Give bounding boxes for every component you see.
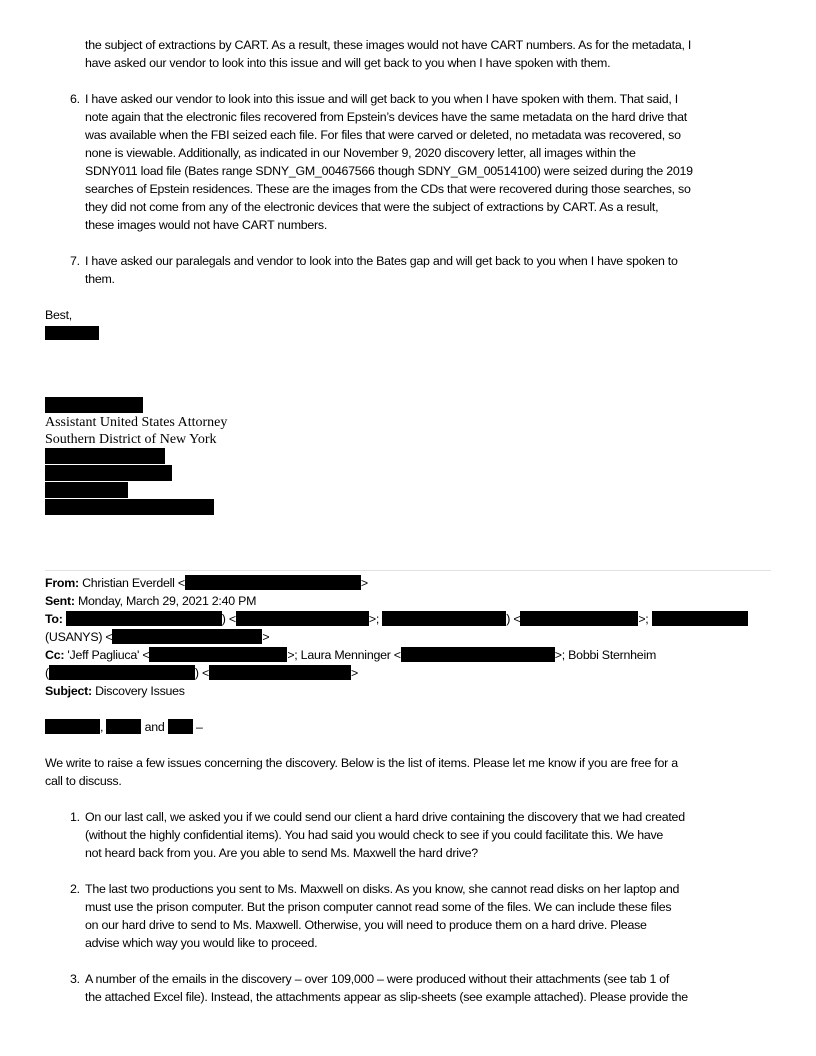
subject-label: Subject: [45,684,92,698]
cc-sep: >; Bobbi Sternheim [554,648,657,662]
text-line: note again that the electronic files recovered from Epstein’s devices have the same metadata on the hard drive that [85,110,687,124]
text-line: not heard back from you. Are you able to send Ms. Maxwell the hard drive? [85,846,478,860]
greeting-dash: – [195,720,203,734]
from-name: Christian Everdell < [82,576,185,590]
cc-line [45,646,656,664]
redaction-email [45,499,214,515]
cc-line2-end: > [350,666,358,680]
text-line: they did not come from any of the electronic devices that were the subject of extractions by CART. As a result, [85,200,659,214]
text-line: these images would not have CART numbers. [85,218,328,232]
to-sep: >; [368,612,380,626]
from-line [45,574,368,592]
cc-line2-mid: ) < [194,666,209,680]
redaction-cc-4 [209,665,351,680]
cc-line2-open: ( [45,666,49,680]
text-line: I have asked our vendor to look into this issue and will get back to you when I have spoken with them. That said, I [85,92,678,106]
subject-line [45,682,185,700]
redaction-cc-3 [49,665,195,680]
redaction-greeting-3 [168,719,193,734]
text-line: have asked our vendor to look into this issue and will get back to you when I have spoken with them. [85,56,611,70]
text-line: I have asked our paralegals and vendor to look into the Bates gap and will get back to you when I have spoken to [85,254,678,268]
signature-title: Assistant United States Attorney [45,415,228,430]
redaction-cc-2 [401,647,555,662]
email-divider [45,570,771,571]
redaction-address-1 [45,448,165,464]
closing: Best, [45,308,72,322]
greeting [45,718,203,736]
text-line: was available when the FBI seized each file. For files that were carved or deleted, no metadata was recovered, so [85,128,681,142]
from-label: From: [45,576,79,590]
greeting-comma: , [100,720,104,734]
text-line: The last two productions you sent to Ms. Maxwell on disks. As you know, she cannot read disks on her laptop and [85,882,680,896]
text-line: on our hard drive to send to Ms. Maxwell. Otherwise, you will need to produce them on a hard drive. Please [85,918,647,932]
text-line: searches of Epstein residences. These are the images from the CDs that were recovered during those searches, so [85,182,691,196]
list-number: 3. [70,972,80,986]
to-label: To: [45,612,63,626]
redaction-to-2 [236,611,369,626]
text-line: advise which way you would like to proceed. [85,936,318,950]
text-line: none is viewable. Additionally, as indicated in our November 9, 2020 discovery letter, all images within the [85,146,636,160]
redaction-to-1 [66,611,222,626]
redaction-greeting-2 [106,719,141,734]
redaction-phone [45,482,128,498]
cc-label: Cc: [45,648,65,662]
list-number: 1. [70,810,80,824]
redaction-to-4 [520,611,638,626]
text-line: must use the prison computer. But the prison computer cannot read some of the files. We can include these files [85,900,672,914]
to-line [45,610,748,628]
sent-line [45,592,256,610]
text-line: the subject of extractions by CART. As a result, these images would not have CART numbers. As for the metadata, I [85,38,692,52]
redaction-cc-1 [149,647,287,662]
to-line2-end: > [262,630,270,644]
text-line: We write to raise a few issues concerning the discovery. Below is the list of items. Please let me know if you are free for a [45,756,678,770]
to-line2-prefix: (USANYS) < [45,630,113,644]
sent-label: Sent: [45,594,75,608]
sent-value: Monday, March 29, 2021 2:40 PM [77,594,257,608]
text-line: SDNY011 load file (Bates range SDNY_GM_00467566 though SDNY_GM_00514100) were seized during the 2019 [85,164,693,178]
redaction-address-2 [45,465,172,481]
to-sep: >; [638,612,649,626]
signature-office: Southern District of New York [45,432,217,447]
redaction-to-5 [652,611,748,626]
cc-sep: >; Laura Menninger < [287,648,401,662]
cc-line-2 [45,664,358,682]
to-sep: ) < [506,612,521,626]
text-line: A number of the emails in the discovery – over 109,000 – were produced without their attachments (see tab 1 of [85,972,670,986]
redaction-to-3 [382,611,506,626]
list-number: 7. [70,254,80,268]
redaction-to-6 [112,629,262,644]
text-line: On our last call, we asked you if we could send our client a hard drive containing the discovery that we had created [85,810,685,824]
text-line: (without the highly confidential items). You had said you would check to see if you could facilitate this. We have [85,828,664,842]
redaction-name [45,397,143,413]
redaction-signer-name [45,326,99,340]
text-line: them. [85,272,115,286]
from-end: > [360,576,368,590]
subject-value: Discovery Issues [95,684,185,698]
list-number: 6. [70,92,80,106]
to-line-2 [45,628,269,646]
text-line: call to discuss. [45,774,122,788]
redaction-greeting-1 [45,719,100,734]
greeting-and: and [144,720,165,734]
cc-name-1: 'Jeff Pagliuca' < [67,648,150,662]
to-sep: ) < [221,612,236,626]
redaction-from-email [185,575,361,590]
text-line: the attached Excel file). Instead, the attachments appear as slip-sheets (see example attached). Please provide the [85,990,688,1004]
list-number: 2. [70,882,80,896]
